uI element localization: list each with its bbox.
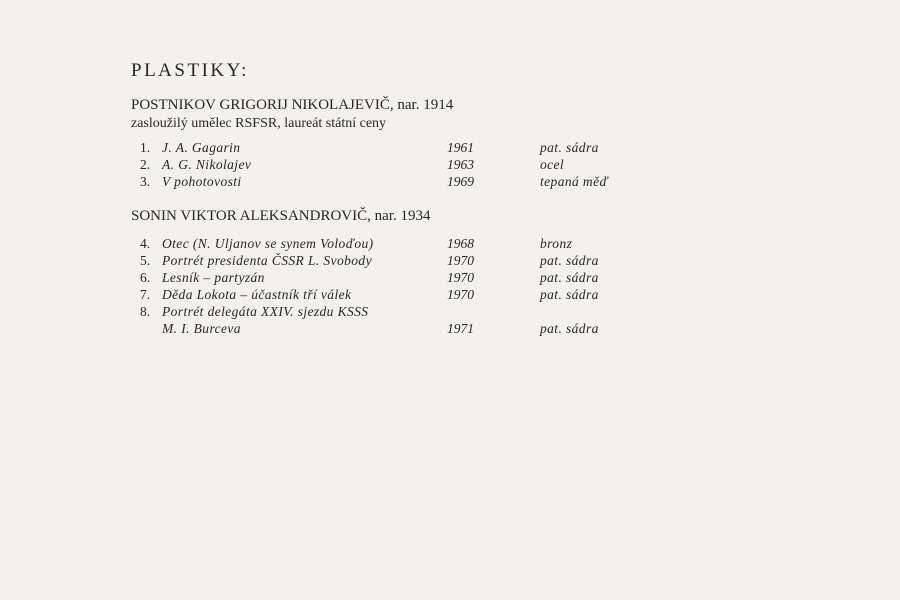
list-item xyxy=(140,321,640,338)
item-number: 1. xyxy=(140,140,151,155)
item-material: pat. sádra xyxy=(540,140,599,155)
author-heading: POSTNIKOV GRIGORIJ NIKOLAJEVIČ, nar. 1914 xyxy=(131,97,454,113)
item-year: 1968 xyxy=(447,236,474,251)
item-number: 3. xyxy=(140,174,151,189)
item-year: 1970 xyxy=(447,270,474,285)
item-title: Portrét delegáta XXIV. sjezdu KSSS xyxy=(162,304,369,319)
list-item xyxy=(140,304,640,321)
item-number: 6. xyxy=(140,270,151,285)
item-material: pat. sádra xyxy=(540,287,599,302)
item-title: Děda Lokota – účastník tří válek xyxy=(162,287,352,302)
item-number: 7. xyxy=(140,287,151,302)
section-heading: PLASTIKY: xyxy=(131,60,249,81)
item-year: 1970 xyxy=(447,253,474,268)
item-material: pat. sádra xyxy=(540,253,599,268)
list-item xyxy=(140,157,640,174)
item-title: V pohotovosti xyxy=(162,174,242,189)
list-item xyxy=(140,270,640,287)
item-title: J. A. Gagarin xyxy=(162,140,241,155)
item-year: 1971 xyxy=(447,321,474,336)
item-title: M. I. Burceva xyxy=(162,321,241,336)
item-material: ocel xyxy=(540,157,565,172)
list-item xyxy=(140,287,640,304)
item-material: tepaná měď xyxy=(540,174,609,189)
item-title: Lesník – partyzán xyxy=(162,270,265,285)
item-year: 1963 xyxy=(447,157,474,172)
author-note: zasloužilý umělec RSFSR, laureát státní ceny xyxy=(131,116,387,131)
item-material: bronz xyxy=(540,236,573,251)
item-number: 4. xyxy=(140,236,151,251)
list-item xyxy=(140,174,640,191)
item-title: Otec (N. Uljanov se synem Voloďou) xyxy=(162,236,374,251)
item-title: A. G. Nikolajev xyxy=(162,157,252,172)
item-year: 1969 xyxy=(447,174,474,189)
list-item xyxy=(140,253,640,270)
item-year: 1970 xyxy=(447,287,474,302)
list-item xyxy=(140,236,640,253)
item-number: 2. xyxy=(140,157,151,172)
item-title: Portrét presidenta ČSSR L. Svobody xyxy=(162,253,372,268)
item-year: 1961 xyxy=(447,140,474,155)
list-item xyxy=(140,140,640,157)
item-material: pat. sádra xyxy=(540,321,599,336)
item-number: 5. xyxy=(140,253,151,268)
item-number: 8. xyxy=(140,304,151,319)
item-material: pat. sádra xyxy=(540,270,599,285)
author-heading: SONIN VIKTOR ALEKSANDROVIČ, nar. 1934 xyxy=(131,208,431,224)
